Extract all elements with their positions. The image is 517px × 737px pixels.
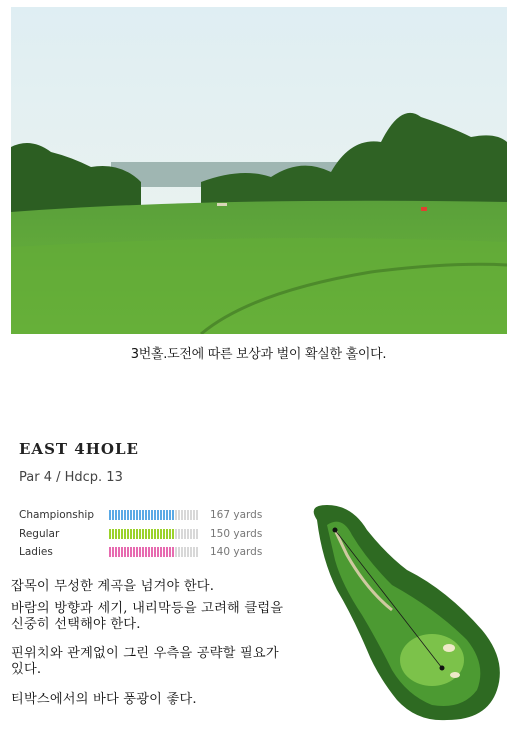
yardage-bar-segment	[139, 510, 141, 520]
yardage-bar-segment	[163, 510, 165, 520]
yardage-bar-segment	[157, 510, 159, 520]
yardage-bar-segment	[172, 529, 174, 539]
yardage-bar-segment	[175, 510, 177, 520]
yardage-bar-segment	[184, 529, 186, 539]
yardage-bar-segment	[115, 547, 117, 557]
yardage-bar-segment	[148, 547, 150, 557]
yardage-bar-segment	[148, 529, 150, 539]
yardage-bar-segment	[184, 547, 186, 557]
tee-yardage: 140 yards	[210, 546, 263, 558]
yardage-bar-segment	[112, 529, 114, 539]
yardage-bar-segment	[196, 529, 198, 539]
yardage-bar-segment	[133, 547, 135, 557]
description-para: 바람의 방향과 세기, 내리막등을 고려해 클럽을 신중히 선택해야 한다.	[11, 601, 284, 632]
yardage-bar-segment	[130, 547, 132, 557]
yardage-bar-segment	[187, 547, 189, 557]
yardage-bar-segment	[115, 510, 117, 520]
yardage-bar-segment	[154, 510, 156, 520]
tee-yardage: 150 yards	[210, 528, 263, 540]
yardage-bar-segment	[187, 510, 189, 520]
yardage-bar-segment	[157, 529, 159, 539]
yardage-bar-segment	[133, 529, 135, 539]
yardage-bar-segment	[163, 529, 165, 539]
yardage-bar-segment	[160, 510, 162, 520]
tee-label: Championship	[19, 509, 95, 521]
yardage-bar-segment	[136, 510, 138, 520]
yardage-bar-segment	[169, 510, 171, 520]
yardage-bar-segment	[193, 547, 195, 557]
yardage-bar-segment	[172, 510, 174, 520]
description-para: 티박스에서의 바다 풍광이 좋다.	[11, 692, 197, 707]
yardage-bar-segment	[118, 510, 120, 520]
yardage-bar-segment	[109, 547, 111, 557]
yardage-bar-segment	[166, 529, 168, 539]
yardage-bar-segment	[196, 510, 198, 520]
yardage-bar-segment	[145, 529, 147, 539]
yardage-bar-segment	[196, 547, 198, 557]
yardage-bar-segment	[109, 510, 111, 520]
yardage-bar-segment	[130, 510, 132, 520]
yardage-bar-segment	[109, 529, 111, 539]
yardage-bar-segment	[124, 529, 126, 539]
yardage-bar-segment	[127, 529, 129, 539]
yardage-bar-segment	[136, 547, 138, 557]
yardage-bar-segment	[178, 529, 180, 539]
tee-row-championship	[19, 508, 262, 522]
yardage-bar-segment	[160, 529, 162, 539]
yardage-bar-segment	[121, 529, 123, 539]
hole-title: EAST 4HOLE	[19, 440, 139, 458]
yardage-bar-segment	[178, 510, 180, 520]
yardage-bar-segment	[145, 547, 147, 557]
yardage-bar-segment	[166, 510, 168, 520]
yardage-bar-segment	[112, 510, 114, 520]
yardage-bar-segment	[112, 547, 114, 557]
yardage-bar-segment	[145, 510, 147, 520]
yardage-bar-segment	[115, 529, 117, 539]
yardage-bar-segment	[130, 529, 132, 539]
yardage-bar-segment	[190, 510, 192, 520]
yardage-bar-segment	[124, 510, 126, 520]
yardage-bar-segment	[148, 510, 150, 520]
hole-layout-map	[297, 500, 509, 724]
yardage-bar-segment	[142, 529, 144, 539]
yardage-bar-segment	[169, 529, 171, 539]
yardage-bar-segment	[136, 529, 138, 539]
yardage-bar-segment	[181, 510, 183, 520]
tee-label: Ladies	[19, 546, 53, 558]
yardage-bar-segment	[118, 547, 120, 557]
yardage-bar-segment	[133, 510, 135, 520]
yardage-bar-segment	[181, 547, 183, 557]
yardage-bar-segment	[175, 547, 177, 557]
yardage-bar-segment	[193, 510, 195, 520]
yardage-bar-segment	[190, 529, 192, 539]
tee-row-regular	[19, 527, 262, 541]
description-para: 핀위치와 관계없이 그린 우측을 공략할 필요가 있다.	[11, 646, 279, 677]
yardage-bar-segment	[190, 547, 192, 557]
yardage-bar-segment	[118, 529, 120, 539]
yardage-bar-segment	[172, 547, 174, 557]
yardage-bar-segment	[139, 529, 141, 539]
yardage-bar-segment	[187, 529, 189, 539]
yardage-bar-segment	[178, 547, 180, 557]
yardage-bar-segment	[163, 547, 165, 557]
photo-caption: 3번홀.도전에 따른 보상과 벌이 확실한 홀이다.	[130, 347, 387, 362]
yardage-bar-segment	[154, 547, 156, 557]
yardage-bar-segment	[139, 547, 141, 557]
tee-yardage: 167 yards	[210, 509, 263, 521]
yardage-bar-segment	[151, 529, 153, 539]
yardage-bar	[109, 510, 201, 520]
yardage-bar-segment	[166, 547, 168, 557]
yardage-bar-segment	[151, 510, 153, 520]
tee-row-ladies	[19, 545, 262, 559]
tee-label: Regular	[19, 528, 60, 540]
yardage-bar-segment	[157, 547, 159, 557]
yardage-bar-segment	[124, 547, 126, 557]
yardage-bar-segment	[121, 547, 123, 557]
yardage-bar-segment	[127, 510, 129, 520]
yardage-bar-segment	[193, 529, 195, 539]
description-para: 잡목이 무성한 계곡을 넘겨야 한다.	[11, 579, 215, 594]
yardage-bar-segment	[154, 529, 156, 539]
yardage-bar-segment	[151, 547, 153, 557]
yardage-bar-segment	[175, 529, 177, 539]
yardage-bar-segment	[184, 510, 186, 520]
yardage-bar-segment	[121, 510, 123, 520]
yardage-bar-segment	[169, 547, 171, 557]
yardage-bar	[109, 529, 201, 539]
yardage-bar-segment	[160, 547, 162, 557]
par-handicap: Par 4 / Hdcp. 13	[19, 470, 123, 485]
yardage-bar-segment	[142, 510, 144, 520]
yardage-bar-segment	[142, 547, 144, 557]
yardage-bar-segment	[181, 529, 183, 539]
yardage-bar	[109, 547, 201, 557]
yardage-bar-segment	[127, 547, 129, 557]
golf-course-photo	[11, 7, 507, 334]
